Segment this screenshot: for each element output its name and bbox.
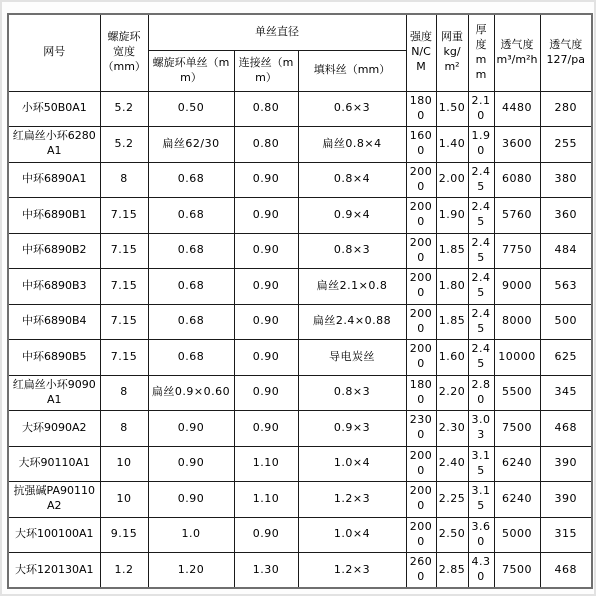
cell-connect-wire: 1.10 — [234, 446, 298, 482]
cell-connect-wire: 0.90 — [234, 340, 298, 376]
table-row — [8, 482, 592, 518]
cell-mesh-id: 中环6890B3 — [8, 269, 100, 305]
cell-spiral-mono-wire: 1.20 — [148, 553, 234, 589]
cell-spiral-width: 8 — [100, 375, 148, 411]
cell-weight: 2.85 — [436, 553, 468, 589]
cell-weight: 1.90 — [436, 198, 468, 234]
cell-thickness: 2.45 — [468, 162, 494, 198]
cell-mesh-id: 中环6890B2 — [8, 233, 100, 269]
header-filler-wire — [298, 50, 406, 91]
cell-permeability-pressure: 280 — [540, 91, 592, 127]
cell-thickness: 3.60 — [468, 517, 494, 553]
cell-permeability-pressure: 255 — [540, 127, 592, 163]
table-row — [8, 233, 592, 269]
cell-mesh-id: 大环100100A1 — [8, 517, 100, 553]
cell-mesh-id: 红扁丝小环9090A1 — [8, 375, 100, 411]
cell-weight: 2.30 — [436, 411, 468, 447]
cell-strength: 2000 — [406, 269, 436, 305]
cell-weight: 2.25 — [436, 482, 468, 518]
cell-strength: 1800 — [406, 375, 436, 411]
header-mesh-id — [8, 14, 100, 91]
cell-permeability-pressure: 500 — [540, 304, 592, 340]
header-thickness — [468, 14, 494, 91]
cell-thickness: 1.90 — [468, 127, 494, 163]
cell-filler-wire: 0.6×3 — [298, 91, 406, 127]
cell-strength: 2000 — [406, 340, 436, 376]
table-row — [8, 269, 592, 305]
cell-permeability-pressure: 345 — [540, 375, 592, 411]
cell-mesh-id: 中环6890B1 — [8, 198, 100, 234]
cell-filler-wire: 0.8×3 — [298, 375, 406, 411]
cell-mesh-id: 中环6890A1 — [8, 162, 100, 198]
cell-strength: 2000 — [406, 517, 436, 553]
cell-thickness: 3.15 — [468, 446, 494, 482]
cell-filler-wire: 1.0×4 — [298, 517, 406, 553]
table-body — [8, 91, 592, 588]
header-spiral-mono-wire — [148, 50, 234, 91]
cell-weight: 1.50 — [436, 91, 468, 127]
cell-spiral-mono-wire: 0.90 — [148, 482, 234, 518]
header-weight-l1: 网重 — [441, 30, 464, 44]
table-row — [8, 375, 592, 411]
cell-spiral-mono-wire: 1.0 — [148, 517, 234, 553]
cell-permeability-volume: 10000 — [494, 340, 540, 376]
cell-connect-wire: 0.90 — [234, 198, 298, 234]
cell-strength: 2300 — [406, 411, 436, 447]
cell-permeability-pressure: 390 — [540, 482, 592, 518]
cell-mesh-id: 红扁丝小环6280A1 — [8, 127, 100, 163]
cell-mesh-id: 中环6890B4 — [8, 304, 100, 340]
cell-permeability-pressure: 390 — [540, 446, 592, 482]
cell-spiral-mono-wire: 扁丝0.9×0.60 — [148, 375, 234, 411]
cell-filler-wire: 扁丝2.4×0.88 — [298, 304, 406, 340]
header-perm-volume-l1: 透气度 — [500, 37, 534, 51]
cell-weight: 1.40 — [436, 127, 468, 163]
cell-thickness: 2.45 — [468, 340, 494, 376]
cell-mesh-id: 大环9090A2 — [8, 411, 100, 447]
header-strength — [406, 14, 436, 91]
cell-thickness: 2.80 — [468, 375, 494, 411]
cell-weight: 2.40 — [436, 446, 468, 482]
cell-spiral-mono-wire: 0.68 — [148, 162, 234, 198]
cell-connect-wire: 0.90 — [234, 411, 298, 447]
cell-connect-wire: 1.10 — [234, 482, 298, 518]
cell-mesh-id: 抗强碱PA90110A2 — [8, 482, 100, 518]
cell-mesh-id: 大环120130A1 — [8, 553, 100, 589]
cell-permeability-pressure: 563 — [540, 269, 592, 305]
cell-strength: 2000 — [406, 446, 436, 482]
cell-permeability-pressure: 315 — [540, 517, 592, 553]
cell-connect-wire: 0.90 — [234, 233, 298, 269]
header-permeability-pressure — [540, 14, 592, 91]
cell-spiral-mono-wire: 0.68 — [148, 198, 234, 234]
cell-strength: 2600 — [406, 553, 436, 589]
table-row — [8, 446, 592, 482]
cell-spiral-mono-wire: 扁丝62/30 — [148, 127, 234, 163]
header-diameter-group — [148, 14, 406, 50]
cell-strength: 2000 — [406, 233, 436, 269]
cell-permeability-volume: 9000 — [494, 269, 540, 305]
cell-spiral-width: 8 — [100, 411, 148, 447]
cell-spiral-mono-wire: 0.90 — [148, 411, 234, 447]
cell-spiral-width: 5.2 — [100, 91, 148, 127]
cell-weight: 2.20 — [436, 375, 468, 411]
header-row-top — [8, 14, 592, 50]
cell-thickness: 2.45 — [468, 269, 494, 305]
header-perm-pressure-unit: 127/pa — [546, 52, 585, 66]
cell-filler-wire: 0.8×4 — [298, 162, 406, 198]
header-connect-wire-label: 连接丝（mm） — [238, 55, 294, 84]
cell-spiral-mono-wire: 0.68 — [148, 340, 234, 376]
table-row — [8, 411, 592, 447]
table-row — [8, 553, 592, 589]
header-spiral-width-unit: （mm） — [102, 60, 146, 74]
cell-connect-wire: 0.80 — [234, 127, 298, 163]
cell-thickness: 2.45 — [468, 233, 494, 269]
header-perm-volume-unit: m³/m²h — [496, 52, 538, 66]
cell-permeability-volume: 5000 — [494, 517, 540, 553]
cell-spiral-width: 7.15 — [100, 198, 148, 234]
cell-permeability-pressure: 468 — [540, 553, 592, 589]
header-spiral-width — [100, 14, 148, 91]
cell-connect-wire: 1.30 — [234, 553, 298, 589]
cell-weight: 1.85 — [436, 304, 468, 340]
table-row — [8, 91, 592, 127]
cell-connect-wire: 0.90 — [234, 304, 298, 340]
cell-thickness: 2.45 — [468, 304, 494, 340]
cell-spiral-width: 8 — [100, 162, 148, 198]
table-row — [8, 198, 592, 234]
cell-strength: 2000 — [406, 304, 436, 340]
cell-spiral-width: 9.15 — [100, 517, 148, 553]
cell-spiral-width: 7.15 — [100, 340, 148, 376]
header-spiral-mono-wire-label: 螺旋环单丝（mm） — [152, 55, 230, 84]
cell-permeability-volume: 4480 — [494, 91, 540, 127]
cell-weight: 1.85 — [436, 233, 468, 269]
cell-filler-wire: 0.9×4 — [298, 198, 406, 234]
cell-strength: 2000 — [406, 162, 436, 198]
cell-filler-wire: 1.2×3 — [298, 553, 406, 589]
cell-filler-wire: 0.9×3 — [298, 411, 406, 447]
cell-spiral-width: 10 — [100, 446, 148, 482]
cell-permeability-volume: 3600 — [494, 127, 540, 163]
cell-spiral-width: 5.2 — [100, 127, 148, 163]
cell-spiral-width: 7.15 — [100, 233, 148, 269]
cell-mesh-id: 中环6890B5 — [8, 340, 100, 376]
cell-connect-wire: 0.90 — [234, 162, 298, 198]
header-diameter-group-label: 单丝直径 — [255, 24, 299, 38]
cell-permeability-volume: 6240 — [494, 482, 540, 518]
table-row — [8, 304, 592, 340]
cell-spiral-width: 10 — [100, 482, 148, 518]
cell-permeability-pressure: 360 — [540, 198, 592, 234]
cell-spiral-mono-wire: 0.50 — [148, 91, 234, 127]
cell-permeability-volume: 5760 — [494, 198, 540, 234]
cell-strength: 2000 — [406, 198, 436, 234]
table-row — [8, 127, 592, 163]
cell-permeability-volume: 8000 — [494, 304, 540, 340]
header-thickness-l1: 厚度 — [475, 23, 487, 51]
cell-filler-wire: 扁丝0.8×4 — [298, 127, 406, 163]
page-inner — [2, 2, 594, 594]
cell-permeability-pressure: 484 — [540, 233, 592, 269]
cell-connect-wire: 0.90 — [234, 375, 298, 411]
header-strength-unit: N/CM — [411, 45, 431, 74]
cell-spiral-width: 7.15 — [100, 304, 148, 340]
header-weight — [436, 14, 468, 91]
cell-spiral-mono-wire: 0.68 — [148, 269, 234, 305]
cell-connect-wire: 0.90 — [234, 517, 298, 553]
cell-filler-wire: 0.8×3 — [298, 233, 406, 269]
cell-permeability-pressure: 468 — [540, 411, 592, 447]
table-row — [8, 517, 592, 553]
cell-weight: 1.80 — [436, 269, 468, 305]
cell-permeability-volume: 6240 — [494, 446, 540, 482]
cell-thickness: 2.10 — [468, 91, 494, 127]
cell-spiral-width: 1.2 — [100, 553, 148, 589]
mesh-spec-table — [7, 13, 593, 589]
cell-thickness: 3.03 — [468, 411, 494, 447]
cell-mesh-id: 大环90110A1 — [8, 446, 100, 482]
cell-strength: 1800 — [406, 91, 436, 127]
header-weight-unit: kg/m² — [443, 45, 461, 74]
cell-thickness: 4.30 — [468, 553, 494, 589]
cell-permeability-volume: 7500 — [494, 411, 540, 447]
cell-weight: 2.00 — [436, 162, 468, 198]
table-header — [8, 14, 592, 91]
header-connect-wire — [234, 50, 298, 91]
cell-strength: 1600 — [406, 127, 436, 163]
cell-weight: 1.60 — [436, 340, 468, 376]
cell-filler-wire: 导电炭丝 — [298, 340, 406, 376]
table-row — [8, 340, 592, 376]
cell-spiral-mono-wire: 0.68 — [148, 233, 234, 269]
table-row — [8, 162, 592, 198]
cell-permeability-pressure: 380 — [540, 162, 592, 198]
cell-strength: 2000 — [406, 482, 436, 518]
cell-permeability-volume: 6080 — [494, 162, 540, 198]
cell-permeability-pressure: 625 — [540, 340, 592, 376]
cell-mesh-id: 小环50B0A1 — [8, 91, 100, 127]
header-permeability-volume — [494, 14, 540, 91]
cell-weight: 2.50 — [436, 517, 468, 553]
cell-filler-wire: 1.2×3 — [298, 482, 406, 518]
header-perm-pressure-l1: 透气度 — [549, 37, 583, 51]
cell-spiral-mono-wire: 0.68 — [148, 304, 234, 340]
cell-connect-wire: 0.90 — [234, 269, 298, 305]
header-mesh-id-label: 网号 — [43, 45, 66, 59]
header-strength-l1: 强度 — [410, 30, 433, 44]
cell-permeability-volume: 7500 — [494, 553, 540, 589]
cell-filler-wire: 扁丝2.1×0.8 — [298, 269, 406, 305]
cell-thickness: 2.45 — [468, 198, 494, 234]
header-thickness-unit: mm — [475, 52, 487, 81]
header-spiral-width-l1: 螺旋环宽度 — [107, 30, 141, 59]
cell-thickness: 3.15 — [468, 482, 494, 518]
header-filler-wire-label: 填料丝（mm） — [313, 63, 391, 77]
cell-permeability-volume: 7750 — [494, 233, 540, 269]
cell-spiral-width: 7.15 — [100, 269, 148, 305]
cell-filler-wire: 1.0×4 — [298, 446, 406, 482]
cell-connect-wire: 0.80 — [234, 91, 298, 127]
cell-permeability-volume: 5500 — [494, 375, 540, 411]
cell-spiral-mono-wire: 0.90 — [148, 446, 234, 482]
